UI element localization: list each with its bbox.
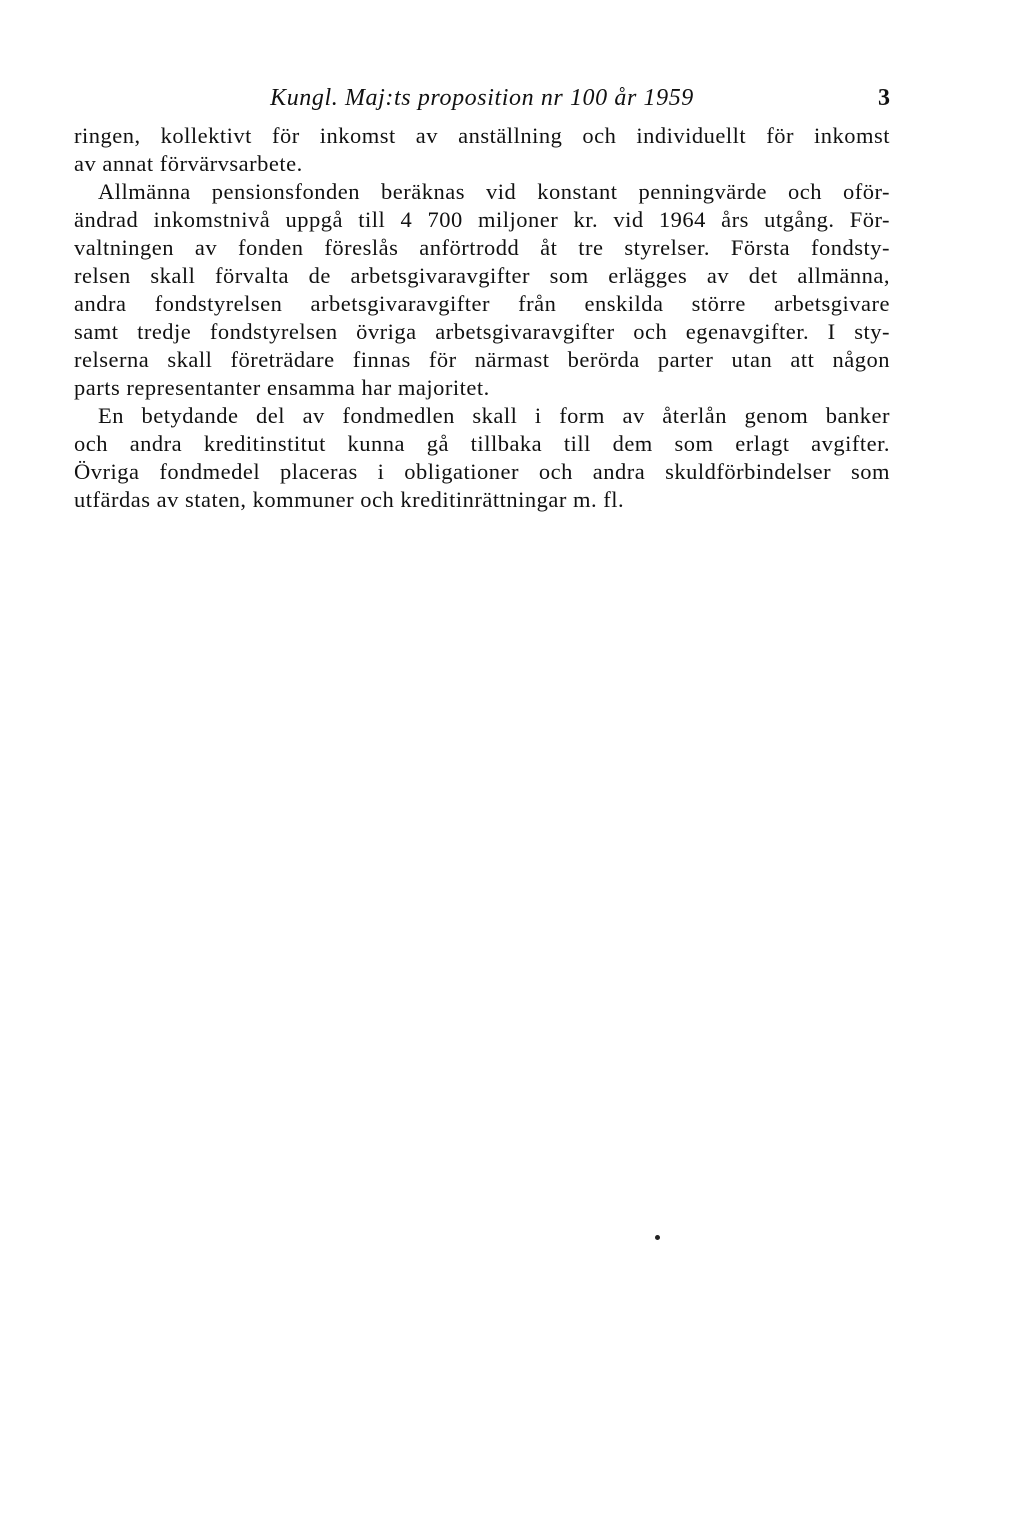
text-line: relsen skall förvalta de arbetsgivaravgifter som erlägges av det allmänna, [74, 263, 890, 288]
text-line: Övriga fondmedel placeras i obligationer och andra skuldförbindelser som [74, 459, 890, 484]
text-line: samt tredje fondstyrelsen övriga arbetsgivaravgifter och egenavgifter. I sty- [74, 319, 890, 344]
text-line: ändrad inkomstnivå uppgå till 4 700 miljoner kr. vid 1964 års utgång. För- [74, 207, 890, 232]
text-line: relserna skall företrädare finnas för närmast berörda parter utan att någon [74, 347, 890, 372]
text-line: En betydande del av fondmedlen skall i form av återlån genom banker [98, 403, 890, 428]
text-line: valtningen av fonden föreslås anförtrodd åt tre styrelser. Första fondsty- [74, 235, 890, 260]
header-title: Kungl. Maj:ts proposition nr 100 år 1959 [270, 85, 694, 111]
body-text [74, 122, 890, 514]
text-line: och andra kreditinstitut kunna gå tillbaka till dem som erlagt avgifter. [74, 431, 890, 456]
text-line: ringen, kollektivt för inkomst av anställning och individuellt för inkomst [74, 123, 890, 148]
text-line: av annat förvärvsarbete. [74, 151, 303, 176]
running-header [74, 80, 890, 116]
text-line: Allmänna pensionsfonden beräknas vid konstant penningvärde och oför- [98, 179, 890, 204]
text-line: utfärdas av staten, kommuner och kreditinrättningar m. fl. [74, 487, 625, 512]
text-line: andra fondstyrelsen arbetsgivaravgifter från enskilda större arbetsgivare [74, 291, 890, 316]
stray-ink-dot [655, 1235, 660, 1240]
text-line: parts representanter ensamma har majoritet. [74, 375, 490, 400]
page-number: 3 [878, 85, 890, 111]
